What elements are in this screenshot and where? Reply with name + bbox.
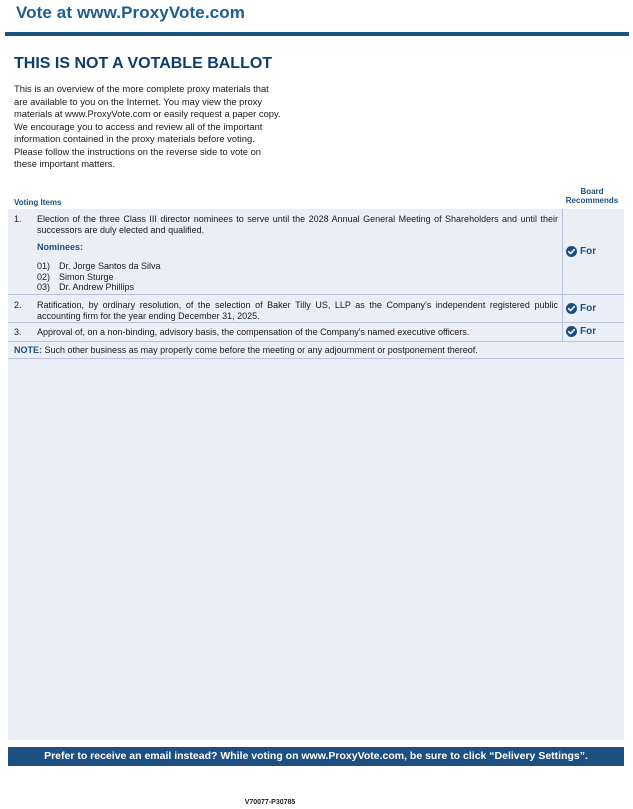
voting-item-row (8, 295, 624, 323)
table-header (8, 187, 624, 209)
recommendation-label: For (580, 326, 597, 337)
check-circle-icon (566, 303, 577, 314)
board-recommends-header (562, 187, 622, 205)
nominee-number: 02) (37, 271, 51, 282)
nominee-name: Dr. Jorge Santos da Silva (59, 261, 161, 271)
site-title: Vote at www.ProxyVote.com (16, 3, 245, 22)
recommendation (566, 326, 596, 337)
intro-line: This is an overview of the more complete proxy materials that (14, 83, 269, 94)
intro-line: We encourage you to access and review all of the important (14, 120, 263, 132)
item-number: 2. (14, 300, 22, 310)
item-number: 1. (14, 214, 22, 224)
intro-line: materials at www.ProxyVote.com or easily request a paper copy. (14, 108, 281, 119)
item-text: Ratification, by ordinary resolution, of the selection of Baker Tilly US, LLP as the Company's independent registered public accounting firm for the year ending December 31, 2025. (37, 300, 558, 321)
item-number: 3. (14, 327, 22, 337)
note-text: Such other business as may properly come before the meeting or any adjournment or postponement thereof. (44, 345, 478, 355)
nominee-number: 01) (37, 261, 51, 271)
recommendation (566, 303, 596, 314)
nominee-item (37, 261, 161, 272)
nominee-name: Dr. Andrew Phillips (59, 282, 135, 292)
nominee-name: Simon Sturge (59, 271, 114, 282)
board-header-line: Recommends (565, 196, 619, 205)
voting-items-header: Voting Items (14, 198, 62, 207)
recommendation-cell (562, 323, 624, 341)
voting-item-row (8, 323, 624, 342)
item-text: Approval of, on a non-binding, advisory basis, the compensation of the Company's named executive officers. (37, 327, 470, 337)
note (14, 345, 614, 356)
note-divider (8, 358, 624, 359)
nominee-item (37, 272, 114, 283)
page-heading: THIS IS NOT A VOTABLE BALLOT (14, 55, 273, 72)
voting-item-row (8, 209, 624, 295)
nominees-label: Nominees: (37, 242, 84, 252)
recommendation (566, 246, 596, 257)
intro-line: these important matters. (14, 158, 116, 169)
check-circle-icon (566, 326, 577, 337)
intro-line: Please follow the instructions on the reverse side to vote on (14, 145, 262, 157)
intro-paragraph (14, 83, 314, 171)
intro-line: are available to you on the Internet. You may view the proxy (14, 95, 263, 107)
nominee-number: 03) (37, 282, 51, 292)
recommendation-cell (562, 295, 624, 322)
recommendation-label: For (580, 246, 597, 257)
header-divider (5, 32, 629, 36)
document-code: V70077-P30785 (244, 799, 296, 806)
check-circle-icon (566, 246, 577, 257)
recommendation-label: For (580, 303, 597, 314)
recommendation-cell (562, 209, 624, 294)
nominee-item (37, 282, 134, 293)
item-text: Election of the three Class III director nominees to serve until the 2028 Annual General Meeting of Shareholders and until their successors are duly elected and qualified. (37, 214, 558, 235)
voting-items-panel (8, 209, 624, 740)
email-delivery-banner: Prefer to receive an email instead? While voting on www.ProxyVote.com, be sure to click “Delivery Settings”. (8, 747, 624, 766)
note-label: NOTE: (14, 345, 42, 355)
intro-line: information contained in the proxy materials before voting. (14, 133, 255, 144)
board-header-line: Board (580, 187, 604, 196)
